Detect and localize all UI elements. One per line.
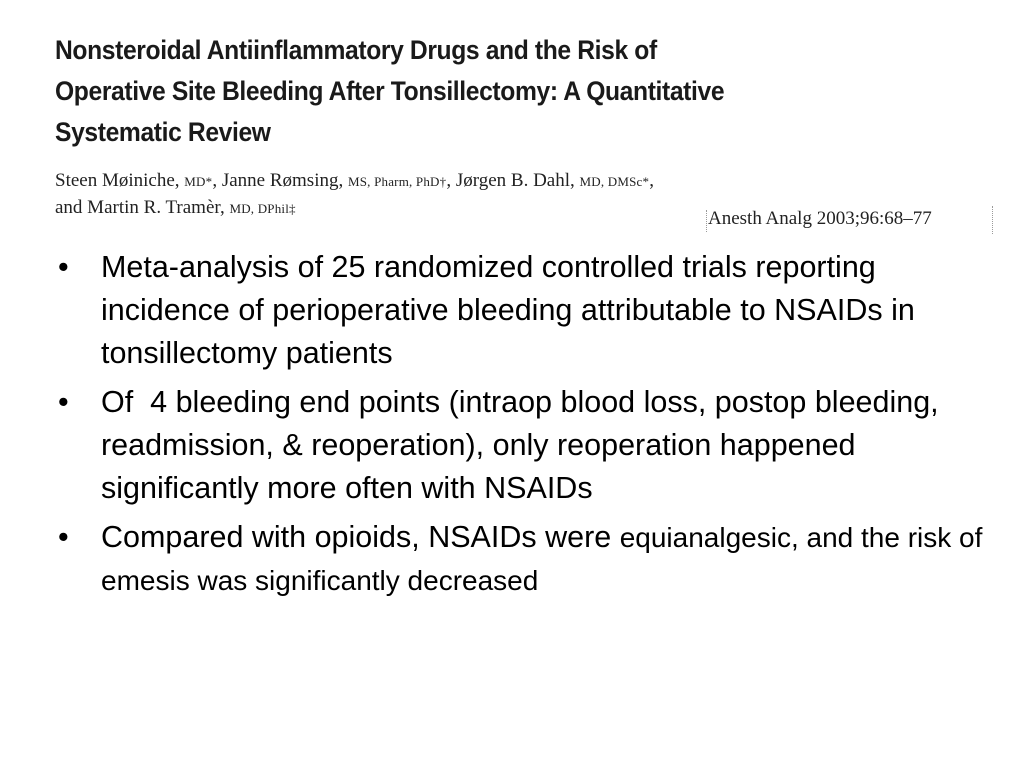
journal-citation: Anesth Analg 2003;96:68–77 xyxy=(708,208,932,229)
author-credentials-2: MS, Pharm, PhD† xyxy=(347,174,447,189)
author-name-4: and Martin R. Tramèr, xyxy=(55,197,230,218)
author-name-1: Steen Møiniche, xyxy=(55,170,185,191)
bullet-dot-icon: • xyxy=(58,250,69,284)
author-credentials-1: MD* xyxy=(184,174,213,189)
authors-line-1 xyxy=(55,168,915,195)
bullet-item-2 xyxy=(58,381,998,510)
author-name-2: , Janne Rømsing, xyxy=(212,170,348,191)
bullet-text-1: Meta-analysis of 25 randomized controlled trials reporting incidence of perioperative bleeding attributable to NSAIDs in tonsillectomy patients xyxy=(101,250,915,370)
author-credentials-3: MD, DMSc* xyxy=(579,174,650,189)
bullet-item-1 xyxy=(58,246,998,375)
bullet-text-2: Of 4 bleeding end points (intraop blood loss, postop bleeding, readmission, & reoperation), only reoperation happened significantly more often with NSAIDs xyxy=(101,385,948,505)
author-name-3: , Jørgen B. Dahl, xyxy=(446,170,580,191)
bullet-list xyxy=(58,246,998,608)
bullet-dot-icon: • xyxy=(58,385,69,419)
bullet-text-3-main: Compared with opioids, NSAIDs were xyxy=(101,520,620,554)
authors-line-1-end: , xyxy=(649,170,654,191)
paper-title-line-2: Operative Site Bleeding After Tonsillectomy: A Quantitative xyxy=(55,76,725,106)
citation-crop-edge-right xyxy=(988,206,993,234)
bullet-item-3 xyxy=(58,516,998,602)
bullet-dot-icon: • xyxy=(58,520,69,554)
paper-title xyxy=(55,30,892,153)
bullet-text-3-rest: and the risk of emesis was significantly decreased xyxy=(101,522,983,596)
bullet-text-3-small: equianalgesic, xyxy=(619,522,799,553)
paper-title-line-1: Nonsteroidal Antiinflammatory Drugs and the Risk of xyxy=(55,35,657,65)
author-credentials-4: MD, DPhil‡ xyxy=(229,201,296,216)
paper-title-line-3: Systematic Review xyxy=(55,117,271,147)
